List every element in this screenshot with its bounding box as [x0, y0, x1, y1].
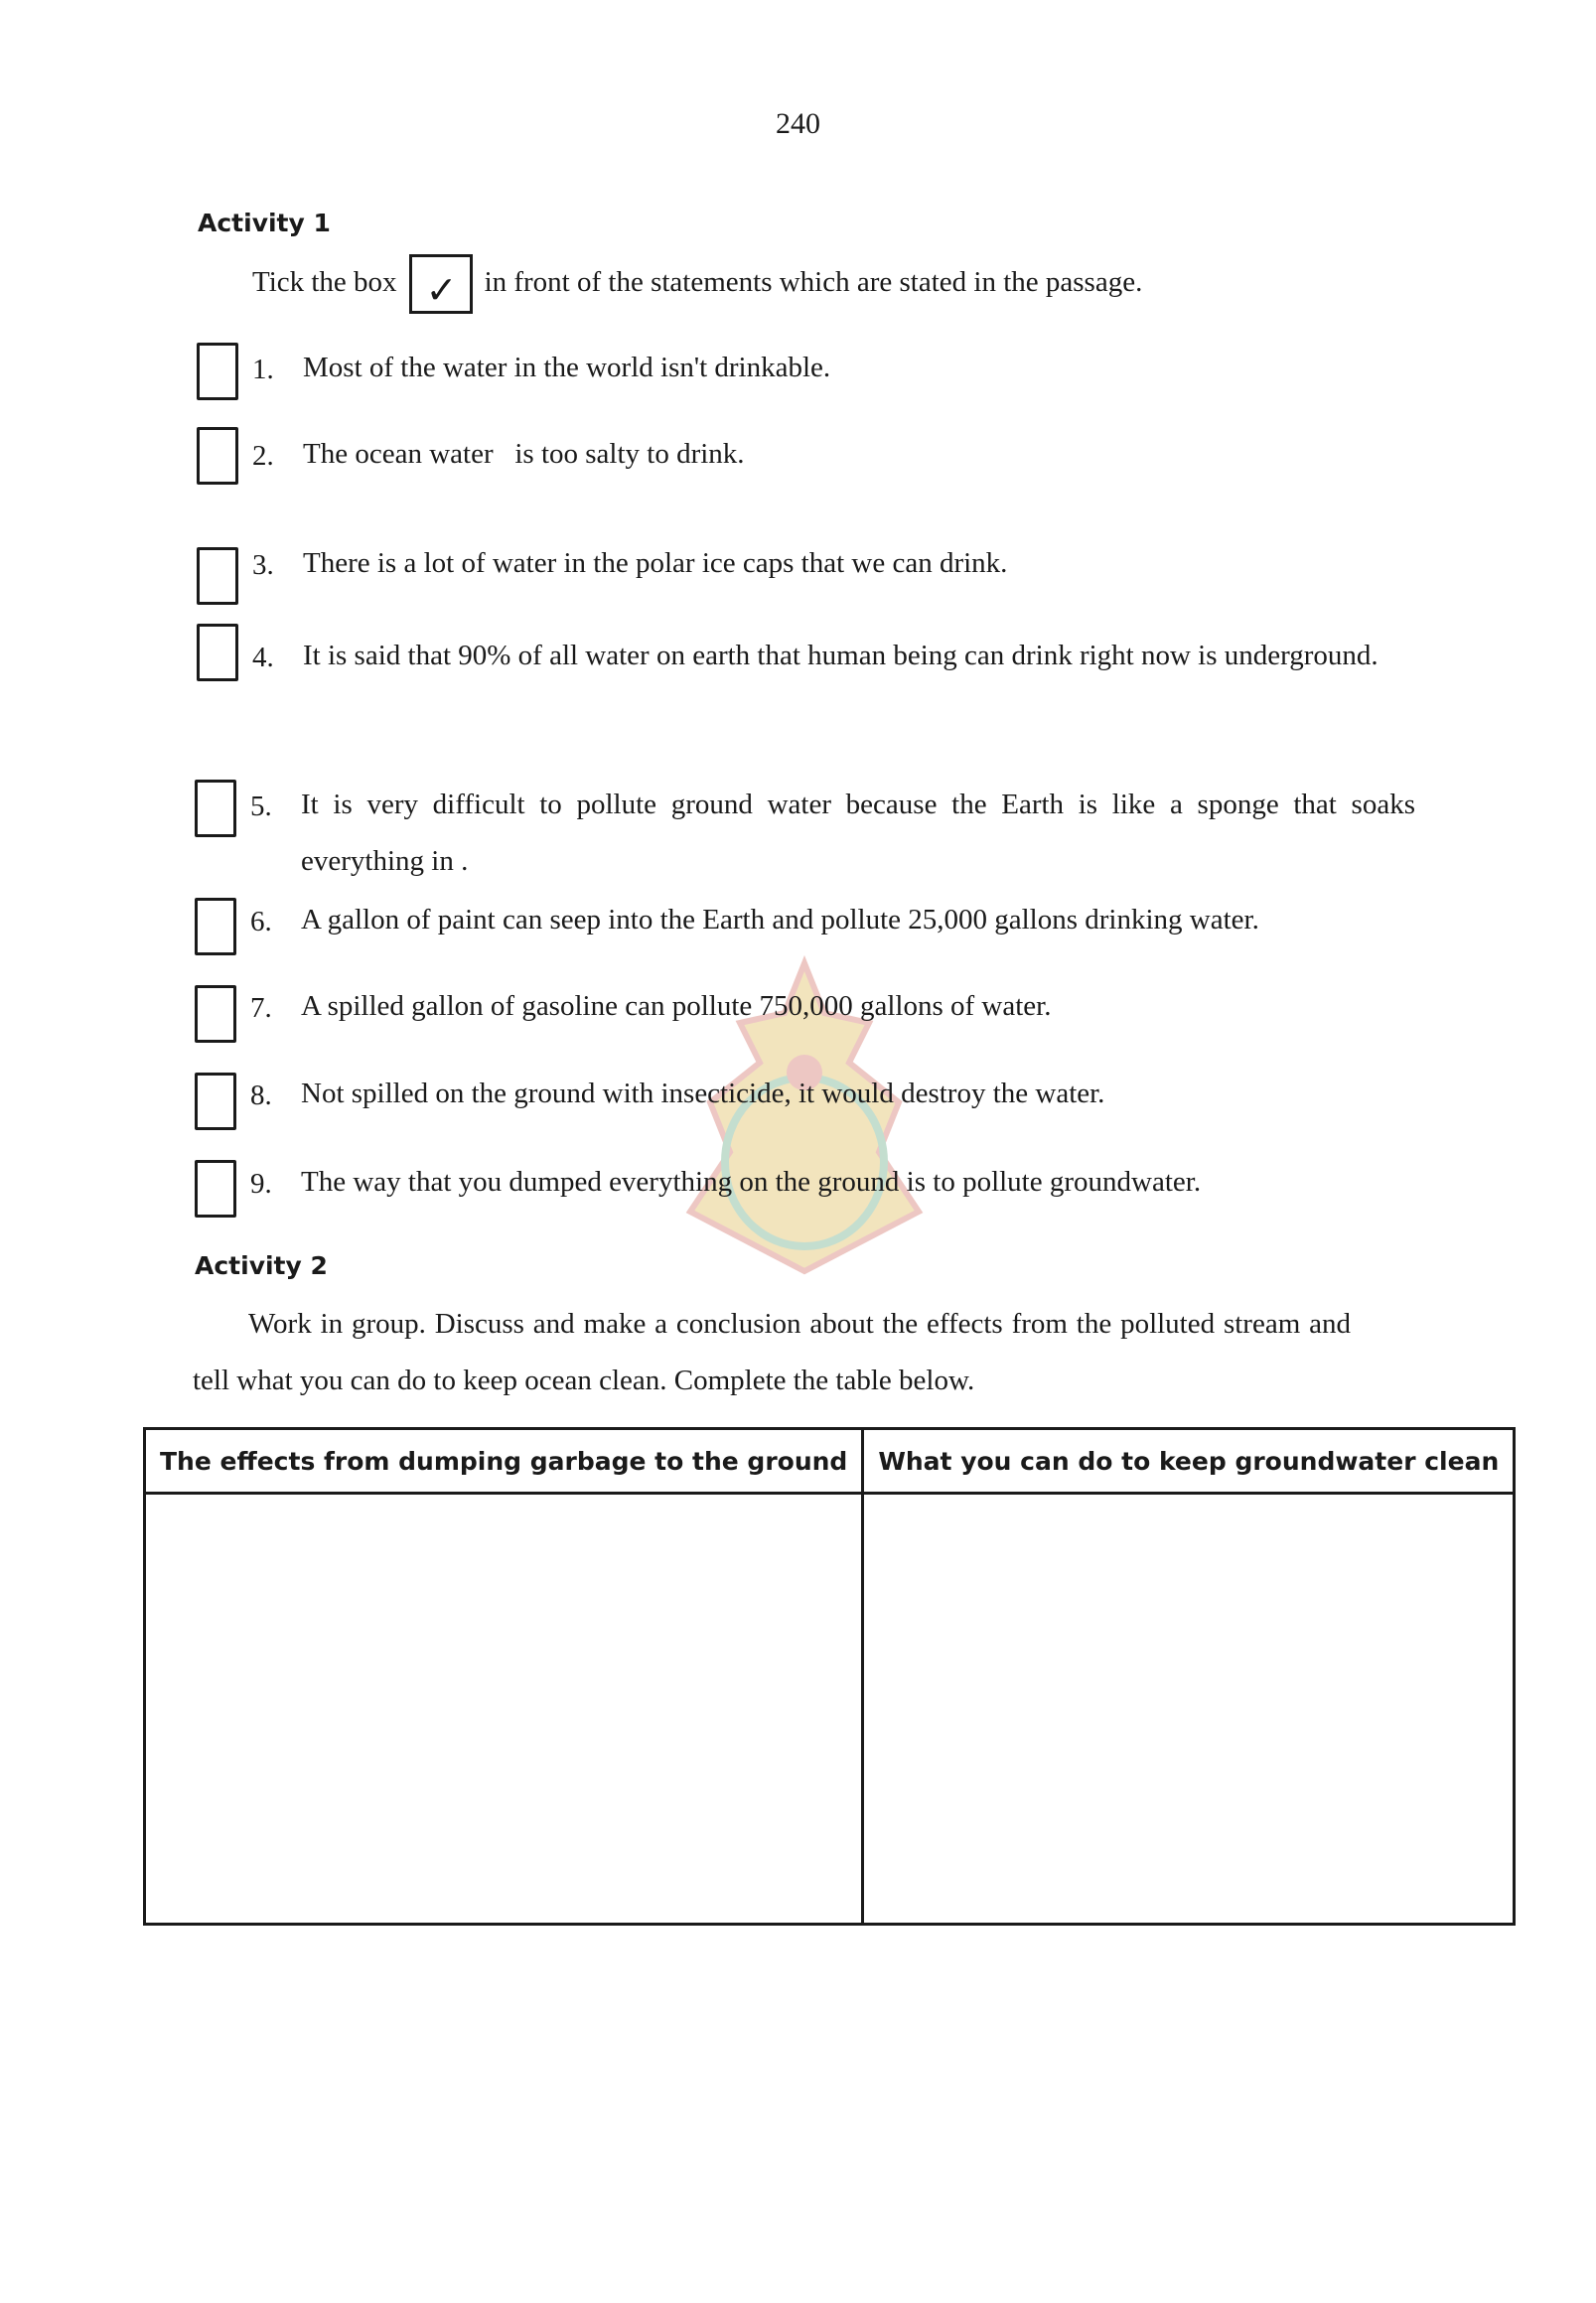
statement-4-checkbox[interactable] [197, 624, 238, 681]
activity-1-instruction [252, 253, 1142, 314]
statement-text: Most of the water in the world isn't drinkable. [303, 352, 831, 383]
statement-number: 4. [252, 642, 274, 673]
statement-number: 2. [252, 440, 274, 472]
activity-1-heading: Activity 1 [198, 209, 331, 237]
statement-text: The way that you dumped everything on the ground is to pollute groundwater. [301, 1166, 1202, 1198]
statement-text: Not spilled on the ground with insecticide, it would destroy the water. [301, 1078, 1105, 1109]
statement-number: 1. [252, 354, 274, 385]
statement-8-checkbox[interactable] [195, 1073, 236, 1130]
statement-6-checkbox[interactable] [195, 898, 236, 955]
statement-number: 8. [250, 1080, 272, 1111]
statement-text: A spilled gallon of gasoline can pollute 750,000 gallons of water. [301, 990, 1052, 1022]
statement-number: 5. [250, 791, 272, 822]
statement-number: 3. [252, 549, 274, 581]
statement-1-checkbox[interactable] [197, 343, 238, 400]
answer-table [143, 1427, 1516, 1926]
statement-text: The ocean water is too salty to drink. [303, 438, 745, 470]
statement-text: There is a lot of water in the polar ice caps that we can drink. [303, 547, 1008, 579]
instruction-after: in front of the statements which are stated in the passage. [484, 266, 1143, 298]
activity-2-instruction: Work in group. Discuss and make a conclusion about the effects from the polluted stream and tell what you can do to keep ocean clean. Complete the table below. [193, 1308, 1351, 1396]
statement-number: 6. [250, 906, 272, 937]
statement-text: It is very difficult to pollute ground water because the Earth is like a sponge that soaks everything in . [301, 789, 1415, 877]
instruction-before: Tick the box [252, 266, 397, 298]
activity-2-heading: Activity 2 [195, 1251, 328, 1280]
example-tick-box [409, 254, 473, 314]
statement-text: A gallon of paint can seep into the Earth and pollute 25,000 gallons drinking water. [301, 904, 1259, 936]
actions-column-header: What you can do to keep groundwater clean [863, 1429, 1515, 1494]
actions-answer-cell[interactable] [863, 1494, 1515, 1925]
effects-column-header: The effects from dumping garbage to the ground [145, 1429, 863, 1494]
statement-5-checkbox[interactable] [195, 780, 236, 837]
statement-number: 9. [250, 1168, 272, 1200]
statement-7-checkbox[interactable] [195, 985, 236, 1043]
statement-text: It is said that 90% of all water on earth that human being can drink right now is underground. [303, 640, 1378, 671]
statement-3-checkbox[interactable] [197, 547, 238, 605]
statement-9-checkbox[interactable] [195, 1160, 236, 1218]
page-number: 240 [776, 107, 820, 140]
statement-number: 7. [250, 992, 272, 1024]
check-mark-icon: ✓ [425, 268, 458, 313]
effects-answer-cell[interactable] [145, 1494, 863, 1925]
statement-2-checkbox[interactable] [197, 427, 238, 485]
